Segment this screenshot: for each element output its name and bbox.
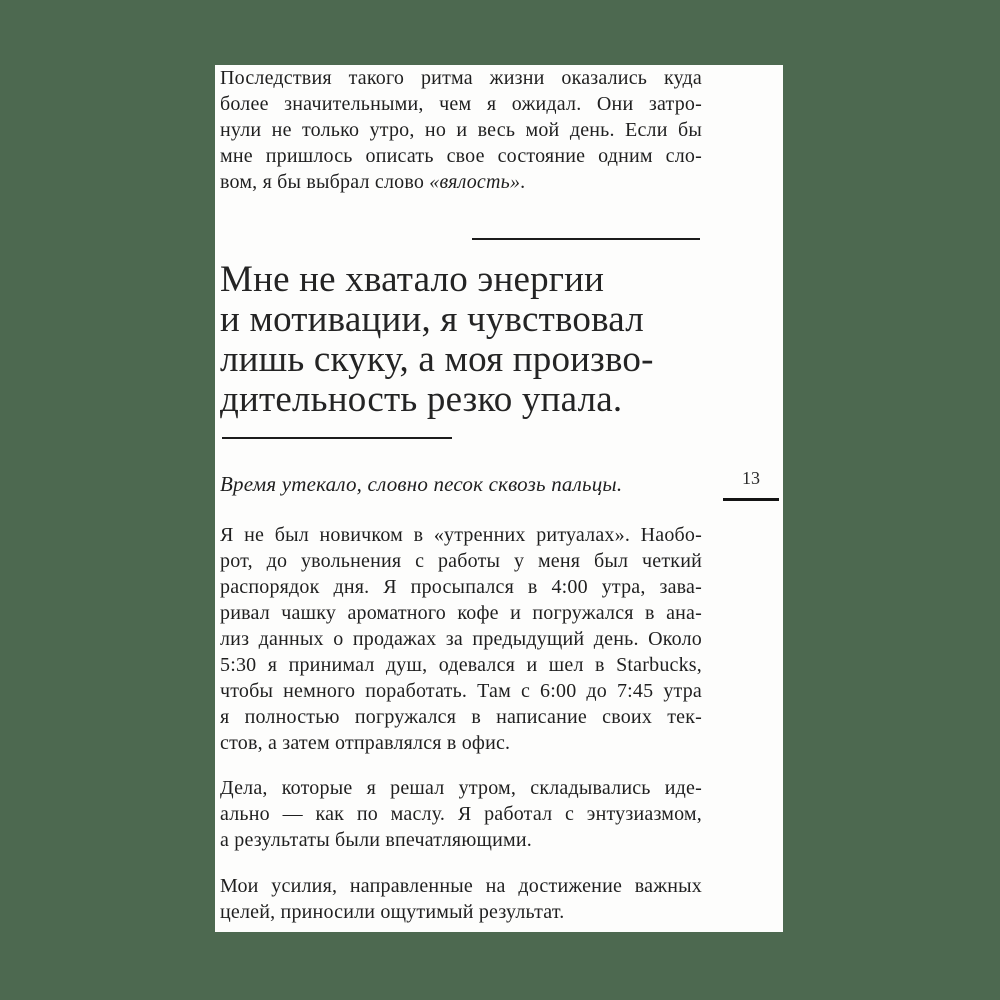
text-line: стов, а затем отправлялся в офис. bbox=[220, 732, 511, 754]
page-number-rule bbox=[723, 498, 779, 501]
pull-quote bbox=[220, 260, 702, 420]
text-line: чтобы немного поработать. Там с 6:00 до 7:45 утра bbox=[220, 680, 702, 702]
book-page bbox=[215, 65, 783, 932]
text-line: нули не только утро, но и весь мой день. Если бы bbox=[220, 119, 702, 141]
page-number: 13 bbox=[742, 468, 760, 488]
quote-line: и мотивации, я чувствовал bbox=[220, 299, 644, 340]
text-line: более значительными, чем я ожидал. Они затро- bbox=[220, 93, 702, 115]
text-line: рот, до увольнения с работы у меня был четкий bbox=[220, 550, 702, 572]
paragraph-morning-results bbox=[220, 775, 702, 853]
divider-above-quote bbox=[472, 238, 700, 240]
text-line: ривал чашку ароматного кофе и погружался в ана- bbox=[220, 602, 702, 624]
text-line: ально — как по маслу. Я работал с энтузиазмом, bbox=[220, 803, 702, 825]
text-line: а результаты были впечатляющими. bbox=[220, 829, 532, 851]
paragraph-efforts bbox=[220, 873, 702, 925]
paragraph-routine bbox=[220, 522, 702, 756]
text-line: Дела, которые я решал утром, складывались иде- bbox=[220, 777, 702, 799]
divider-below-quote bbox=[222, 437, 452, 439]
quote-line: лишь скуку, а моя произво- bbox=[220, 339, 654, 380]
quote-line: дительность резко упала. bbox=[220, 379, 623, 420]
page-number-block bbox=[720, 467, 782, 501]
text-line: я полностью погружался в написание своих тек- bbox=[220, 706, 702, 728]
text-line: Последствия такого ритма жизни оказались куда bbox=[220, 67, 702, 89]
quote-line: Мне не хватало энергии bbox=[220, 259, 605, 300]
text-segment: . bbox=[520, 171, 526, 193]
text-segment: вом, я бы выбрал слово bbox=[220, 171, 430, 193]
italic-word: «вялость» bbox=[429, 171, 521, 193]
italic-line: Время утекало, словно песок сквозь пальцы. bbox=[220, 472, 623, 496]
text-line bbox=[220, 169, 702, 195]
text-line: Я не был новичком в «утренних ритуалах». Наобо- bbox=[220, 524, 702, 546]
text-line: 5:30 я принимал душ, одевался и шел в Starbucks, bbox=[220, 654, 702, 676]
text-line: Мои усилия, направленные на достижение важных bbox=[220, 875, 702, 897]
text-line: распорядок дня. Я просыпался в 4:00 утра, зава- bbox=[220, 576, 702, 598]
text-line: мне пришлось описать свое состояние одним сло- bbox=[220, 145, 702, 167]
paragraph-intro bbox=[220, 65, 702, 195]
lead-italic-sentence bbox=[220, 471, 702, 497]
text-line: целей, приносили ощутимый результат. bbox=[220, 901, 565, 923]
text-line: лиз данных о продажах за предыдущий день. Около bbox=[220, 628, 702, 650]
